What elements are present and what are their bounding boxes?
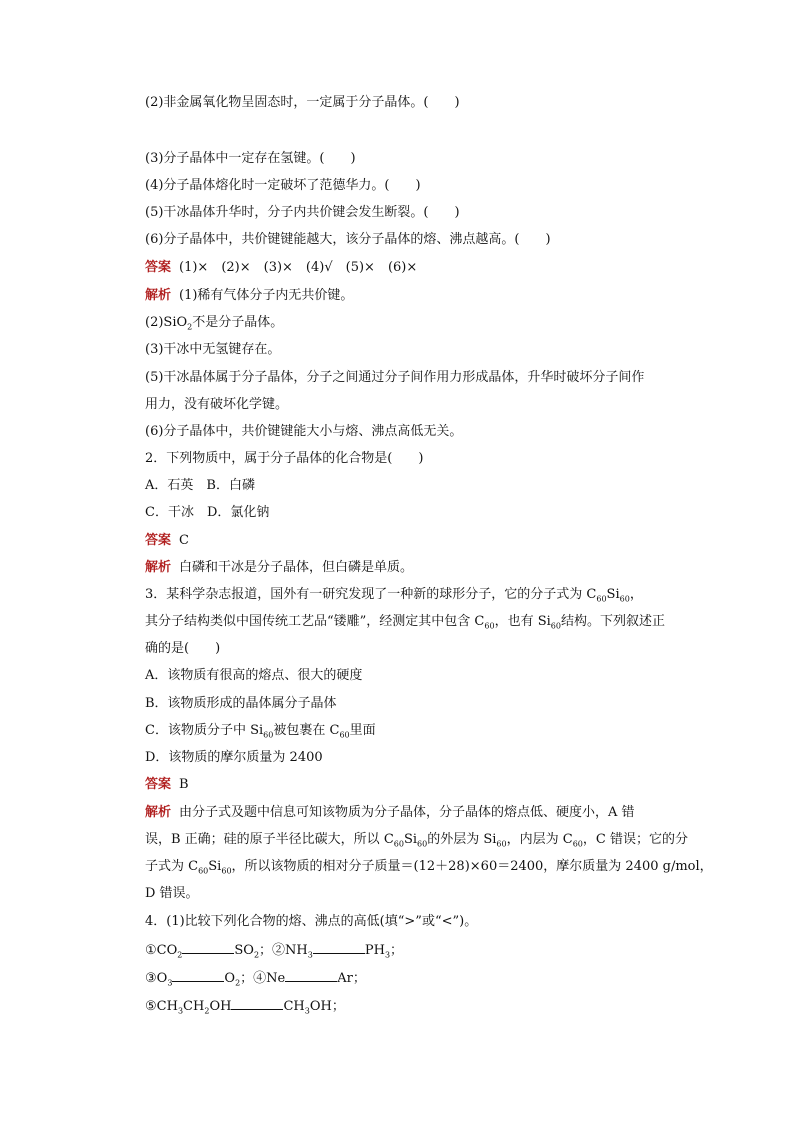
question-3-line-3: 确的是( ) — [145, 641, 221, 656]
question-1-item-5: (5)干冰晶体升华时，分子内共价键会发生断裂。( ) — [145, 205, 460, 220]
explanation-3-line-4: D 错误。 — [145, 886, 199, 901]
question-4-row-3: $⑤CH_3CH_2OH$ $CH_3OH$； — [145, 999, 345, 1016]
explanation-1-line-2: (2)SiO$_2$不是分子晶体。 — [145, 315, 284, 332]
question-1-item-4: (4)分子晶体熔化时一定破坏了范德华力。( ) — [145, 178, 421, 193]
question-3-line-2: 其分子结构类似中国传统工艺品“镂雕”，经测定其中包含 $C_{60}$，也有 $Si_{60}$结构。下列叙述正 — [145, 614, 665, 631]
question-1-item-6: (6)分子晶体中，共价键键能越大，该分子晶体的熔、沸点越高。( ) — [145, 232, 551, 247]
answer-1: 答案 (1)× (2)× (3)× (4)√ (5)× (6)× — [145, 260, 418, 275]
question-2-options-ab: A．石英 B．白磷 — [145, 478, 255, 493]
explanation-1-line-5b: 用力，没有破坏化学键。 — [145, 397, 289, 412]
question-3-option-c: C．该物质分子中 $Si_{60}$被包裹在 $C_{60}$里面 — [145, 723, 376, 740]
answer-2: 答案 C — [145, 533, 189, 548]
explanation-2: 解析 白磷和干冰是分子晶体，但白磷是单质。 — [145, 560, 414, 575]
question-3-option-b: B．该物质形成的晶体属分子晶体 — [145, 696, 337, 711]
answer-blank[interactable] — [285, 969, 337, 982]
question-1-item-3: (3)分子晶体中一定存在氢键。( ) — [145, 151, 356, 166]
answer-blank[interactable] — [313, 941, 365, 954]
explanation-3-line-3: 子式为 $C_{60}Si_{60}$，所以该物质的相对分子质量＝(12＋28)×60＝2400，摩尔质量为 2400 g/mol， — [145, 859, 713, 876]
explanation-label: 解析 — [145, 560, 172, 575]
question-3-line-1: 3．某科学杂志报道，国外有一研究发现了一种新的球形分子，它的分子式为 $C_{60}Si_{60}$， — [145, 587, 643, 604]
explanation-1-line-3: (3)干冰中无氢键存在。 — [145, 342, 281, 357]
explanation-3-line-1: 解析 由分子式及题中信息可知该物质为分子晶体，分子晶体的熔点低、硬度小，A 错 — [145, 805, 635, 820]
answer-blank[interactable] — [172, 969, 224, 982]
question-2: 2．下列物质中，属于分子晶体的化合物是( ) — [145, 451, 424, 466]
explanation-1-line-5a: (5)干冰晶体属于分子晶体，分子之间通过分子间作用力形成晶体，升华时破坏分子间作 — [145, 370, 645, 385]
answer-blank[interactable] — [182, 941, 234, 954]
answer-label: 答案 — [145, 260, 172, 275]
explanation-label: 解析 — [145, 288, 172, 303]
explanation-1-line-6: (6)分子晶体中，共价键键能大小与熔、沸点高低无关。 — [145, 424, 463, 439]
question-4: 4．(1)比较下列化合物的熔、沸点的高低(填“>”或“<”)。 — [145, 914, 478, 929]
question-1-item-2: (2)非金属氧化物呈固态时，一定属于分子晶体。( ) — [145, 95, 460, 110]
explanation-label: 解析 — [145, 805, 172, 820]
answer-blank[interactable] — [231, 997, 283, 1010]
question-4-row-1: $①CO_2$ $SO_2$；$②NH_3$ $PH_3$； — [145, 943, 404, 960]
answer-3: 答案 B — [145, 777, 189, 792]
question-3-option-d: D．该物质的摩尔质量为 2400 — [145, 750, 323, 765]
question-2-options-cd: C．干冰 D．氯化钠 — [145, 505, 270, 520]
question-4-row-2: $③O_3$ $O_2$；④Ne Ar； — [145, 971, 366, 988]
answer-label: 答案 — [145, 777, 172, 792]
answer-label: 答案 — [145, 533, 172, 548]
explanation-1-line-1: 解析 (1)稀有气体分子内无共价键。 — [145, 288, 354, 303]
explanation-3-line-2: 误，B 正确；硅的原子半径比碳大，所以 $C_{60}Si_{60}$的外层为 $Si_{60}$，内层为 $C_{60}$，C 错误；它的分 — [145, 832, 688, 849]
question-3-option-a: A．该物质有很高的熔点、很大的硬度 — [145, 668, 363, 683]
